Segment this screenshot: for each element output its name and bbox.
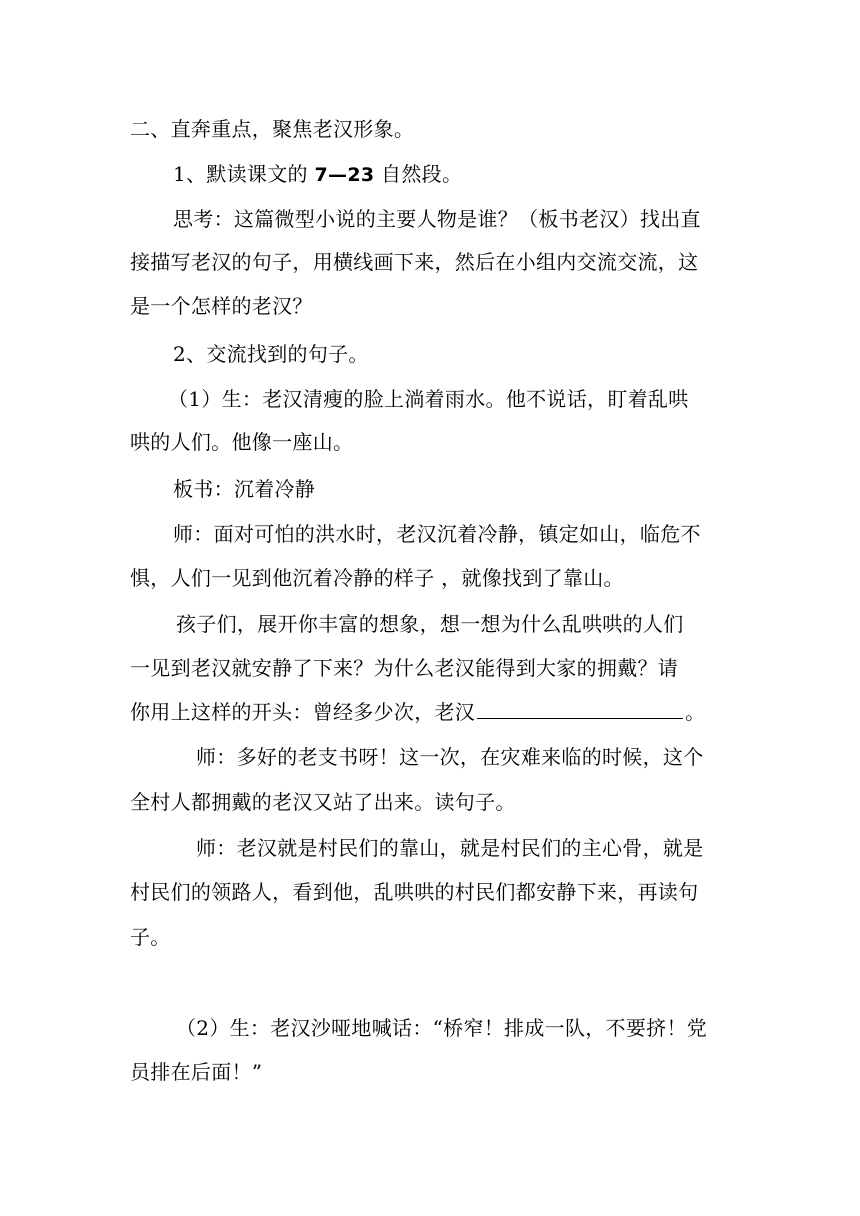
- teacher-remark-1-line-1: 师：面对可怕的洪水时，老汉沉着冷静，镇定如山，临危不: [173, 522, 701, 546]
- board-writing: 板书：沉着冷静: [173, 477, 316, 501]
- think-line-3: 是一个怎样的老汉？: [130, 294, 313, 318]
- student-answer-1-line-2: 哄的人们。他像一座山。: [130, 430, 354, 454]
- think-line-1: 思考：这篇微型小说的主要人物是谁？（板书老汉）找出直: [173, 207, 701, 231]
- step-1: [173, 162, 783, 187]
- step-1-prefix: 1、默读课文的: [173, 162, 308, 186]
- prompt-line-1: 孩子们，展开你丰富的想象，想一想为什么乱哄哄的人们: [176, 612, 684, 636]
- prompt-line-3-suffix: 。: [685, 700, 706, 724]
- prompt-line-3-prefix: 你用上这样的开头：曾经多少次，老汉: [130, 700, 476, 724]
- teacher-remark-3-line-2: 村民们的领路人，看到他，乱哄哄的村民们都安静下来，再读句: [130, 880, 699, 904]
- fill-in-blank: [477, 700, 683, 719]
- student-answer-2-line-2: 员排在后面！”: [130, 1060, 263, 1084]
- teacher-remark-3-line-1: 师：老汉就是村民们的靠山，就是村民们的主心骨，就是: [196, 836, 704, 860]
- prompt-line-2: 一见到老汉就安静了下来？为什么老汉能得到大家的拥戴？请: [130, 656, 679, 680]
- student-answer-2-line-1: （2）生：老汉沙哑地喊话：“桥窄！排成一队，不要挤！党: [176, 1016, 708, 1040]
- step-1-suffix: 自然段。: [381, 162, 463, 186]
- step-2: 2、交流找到的句子。: [173, 342, 369, 366]
- teacher-remark-1-line-2: 惧，人们一见到他沉着冷静的样子 ，就像找到了靠山。: [130, 566, 624, 590]
- prompt-line-3: [130, 700, 740, 724]
- student-answer-1-line-1: （1）生：老汉清瘦的脸上淌着雨水。他不说话，盯着乱哄: [168, 387, 689, 411]
- teacher-remark-3-line-3: 子。: [130, 925, 171, 949]
- teacher-remark-2-line-1: 师：多好的老支书呀！这一次，在灾难来临的时候，这个: [196, 745, 704, 769]
- section-heading: 二、直奔重点，聚焦老汉形象。: [130, 117, 415, 141]
- teacher-remark-2-line-2: 全村人都拥戴的老汉又站了出来。读句子。: [130, 790, 516, 814]
- step-1-paragraph-range: 7—23: [314, 164, 375, 186]
- think-line-2: 接描写老汉的句子，用横线画下来，然后在小组内交流交流，这: [130, 250, 699, 274]
